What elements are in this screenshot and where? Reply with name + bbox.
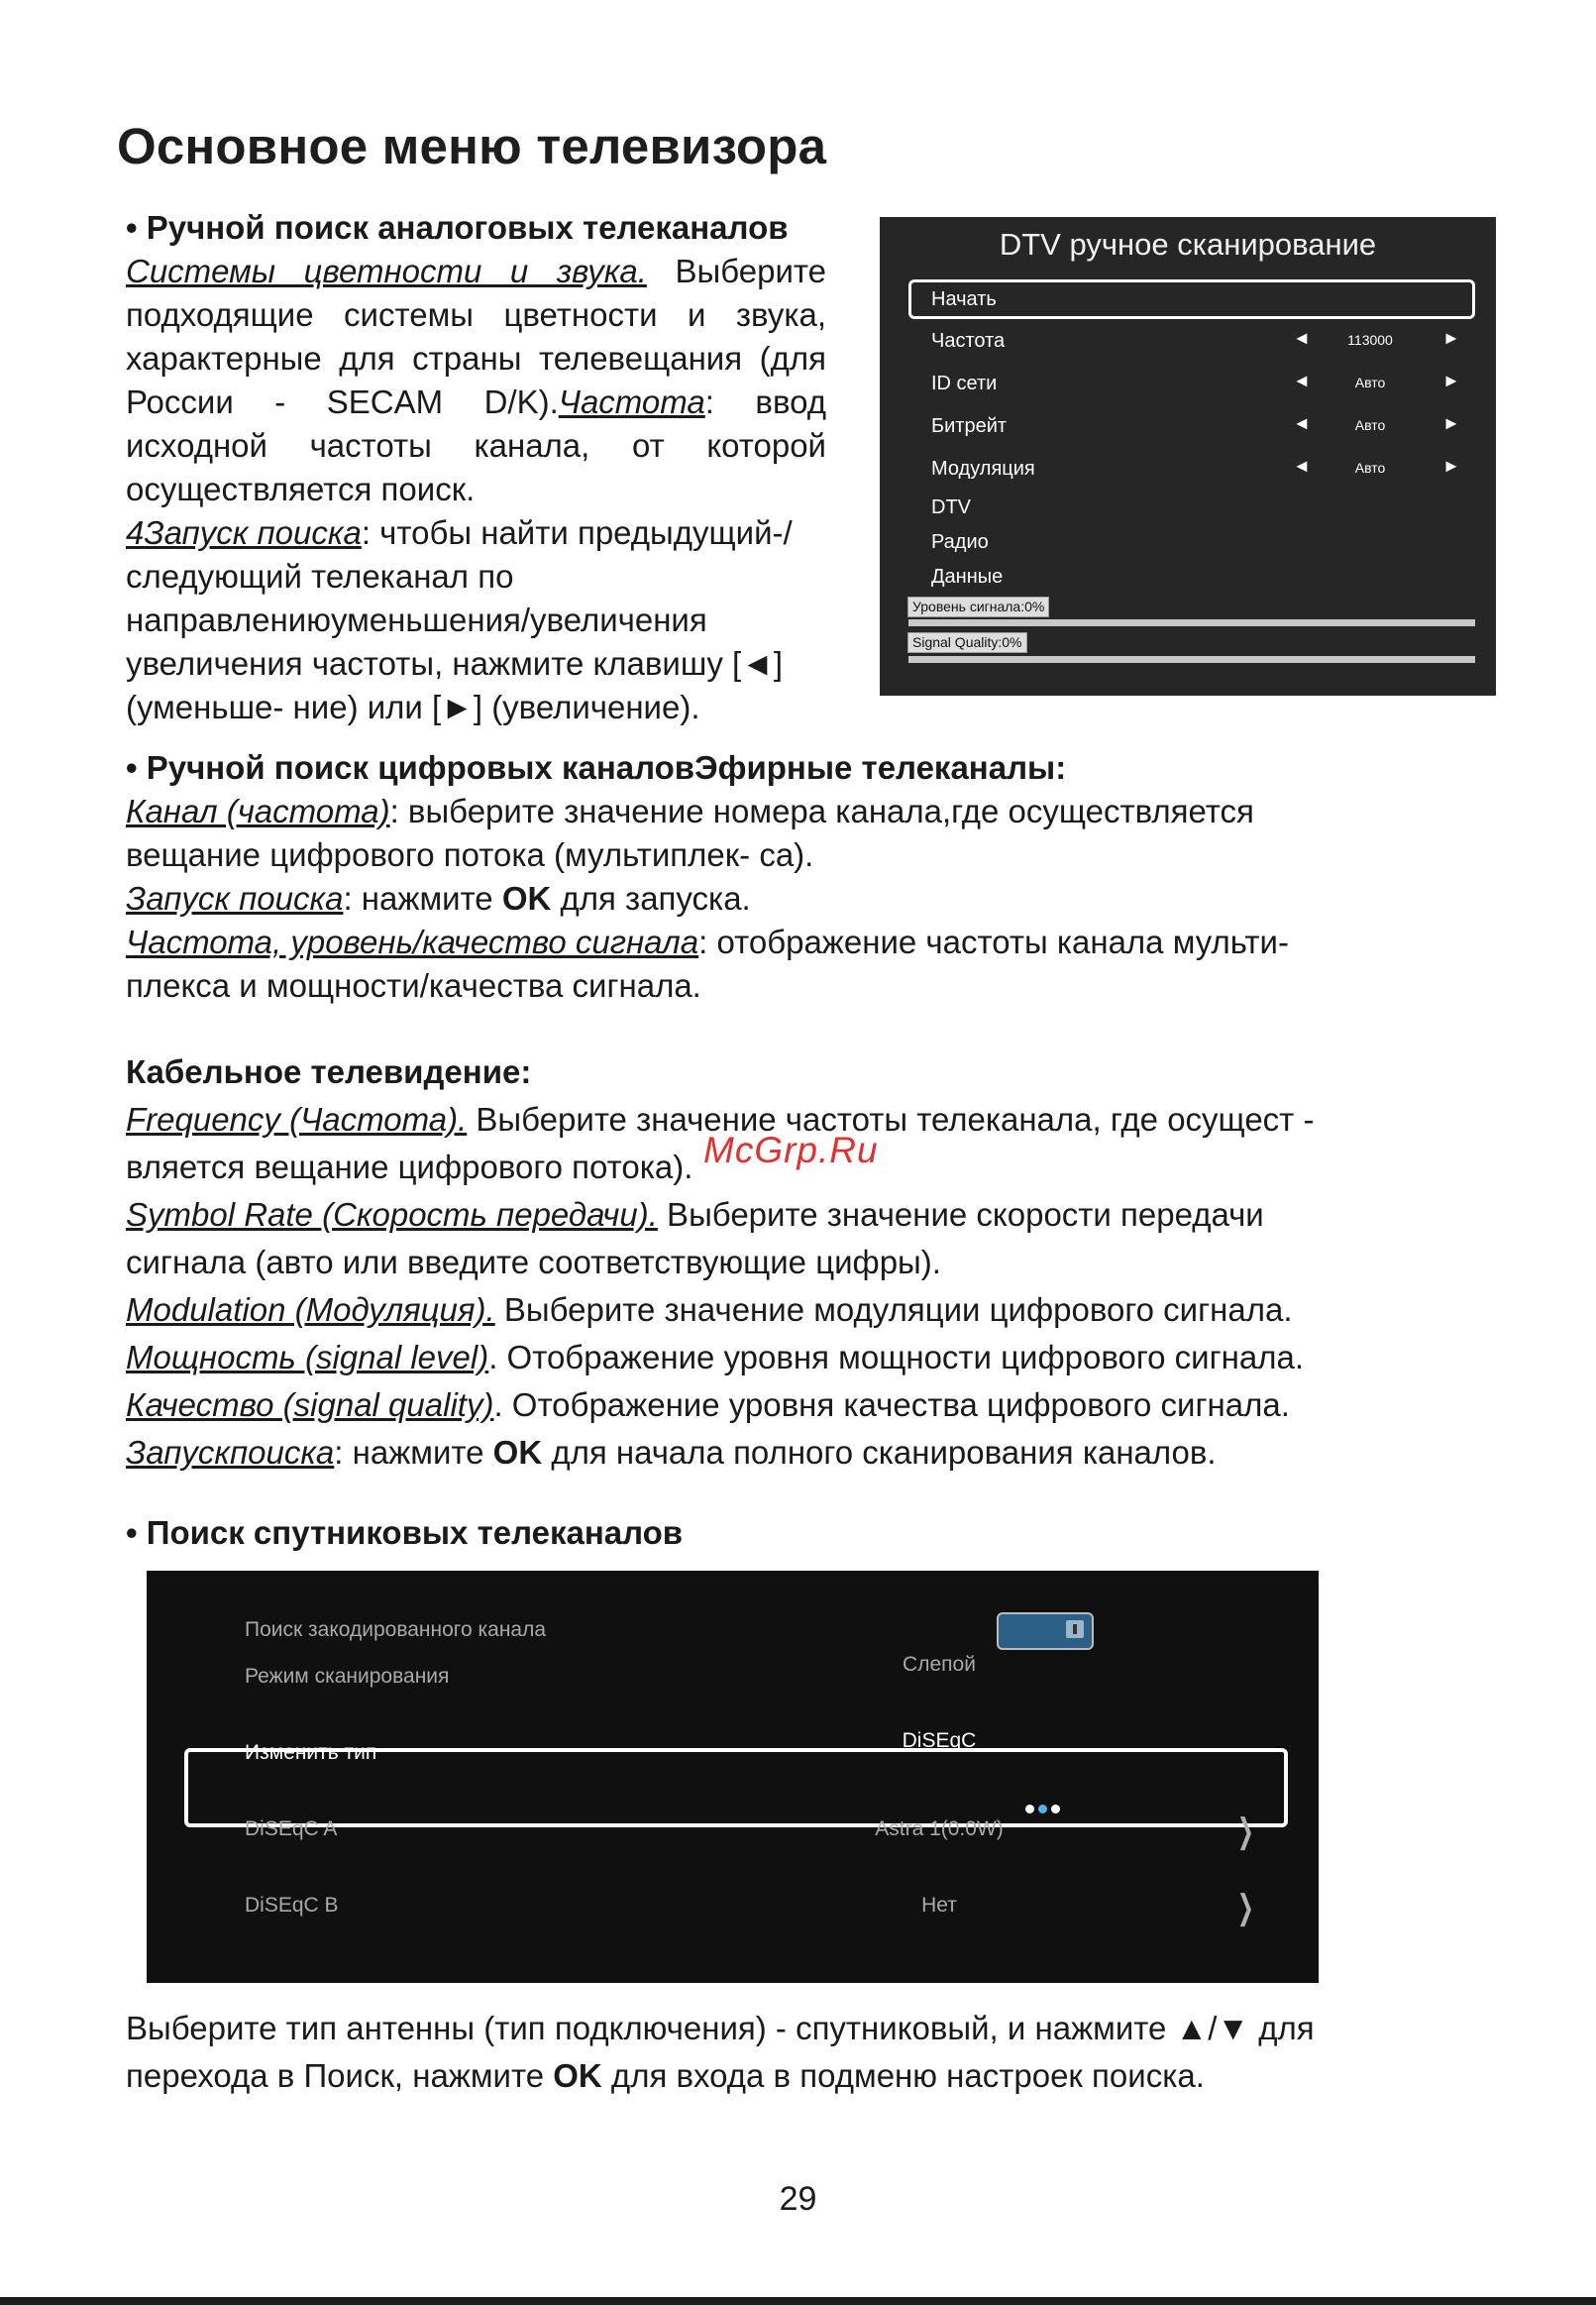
bottom-edge-bar bbox=[0, 2297, 1596, 2305]
start-search-term: Запуск поиска bbox=[126, 880, 344, 917]
network-id-row[interactable] bbox=[880, 369, 1496, 398]
analog-paragraph-1 bbox=[126, 250, 826, 511]
scan-mode-value: Слепой bbox=[903, 1653, 976, 1676]
cable-line-2: вляется вещание цифрового потока). bbox=[126, 1149, 693, 1185]
cable-start-search-text: : нажмите bbox=[334, 1434, 493, 1471]
signal-level-term: Мощность (signal level) bbox=[126, 1339, 489, 1375]
digital-heading-part2: Эфирные телеканалы: bbox=[694, 749, 1067, 786]
radio-item[interactable] bbox=[880, 527, 1496, 557]
scan-mode-row[interactable] bbox=[147, 1647, 1319, 1706]
frequency-row[interactable] bbox=[880, 326, 1496, 356]
satellite-heading: • Поиск спутниковых телеканалов bbox=[126, 1514, 684, 1551]
digital-heading bbox=[126, 749, 1066, 787]
analog-paragraph-2 bbox=[126, 511, 849, 729]
satellite-footer-line-2 bbox=[126, 2057, 1205, 2095]
chevron-right-icon[interactable]: ❯ bbox=[1236, 1812, 1254, 1850]
channel-term: Канал (частота) bbox=[126, 793, 390, 829]
cable-line-8 bbox=[126, 1434, 1217, 1472]
modulation-row[interactable] bbox=[880, 454, 1496, 484]
cable-line-6 bbox=[126, 1339, 1304, 1376]
start-scan-label: Начать bbox=[931, 288, 997, 310]
change-type-content[interactable] bbox=[147, 1723, 1319, 1783]
start-search-text-end: для запуска. bbox=[551, 880, 751, 917]
arrow-right-icon[interactable]: ► bbox=[1442, 328, 1460, 348]
scan-mode-label: Режим сканирования bbox=[245, 1665, 450, 1688]
data-item[interactable] bbox=[880, 562, 1496, 592]
arrow-left-icon[interactable]: ◄ bbox=[1293, 413, 1311, 433]
encrypted-channel-toggle[interactable] bbox=[997, 1612, 1094, 1650]
cable-frequency-text: Выберите значение частоты телеканала, где осущест - bbox=[467, 1101, 1315, 1138]
digital-line-1 bbox=[126, 793, 1254, 830]
signal-level-bar bbox=[908, 619, 1475, 626]
arrow-left-icon[interactable]: ◄ bbox=[1293, 371, 1311, 390]
digital-line-2: вещание цифрового потока (мультиплек- са). bbox=[126, 836, 814, 873]
bitrate-value: Авто bbox=[1354, 417, 1386, 433]
arrow-left-icon[interactable]: ◄ bbox=[1293, 456, 1311, 476]
channel-text: : выберите значение номера канала,где осуществляется bbox=[389, 793, 1254, 829]
signal-text: : отображение частоты канала мульти- bbox=[698, 924, 1289, 960]
cable-line-5 bbox=[126, 1291, 1293, 1329]
signal-level-label: Уровень сигнала:0% bbox=[907, 597, 1049, 617]
diseqc-a-value: Astra 1(0.0W) bbox=[875, 1817, 1004, 1840]
toggle-knob-icon bbox=[1066, 1620, 1084, 1638]
signal-quality-term: Качество (signal quality) bbox=[126, 1386, 494, 1423]
modulation-term: Modulation (Модуляция). bbox=[126, 1291, 495, 1328]
symbol-rate-term: Symbol Rate (Скорость передачи). bbox=[126, 1196, 658, 1233]
encrypted-channel-search-row[interactable] bbox=[147, 1571, 1319, 1641]
dtv-label: DTV bbox=[931, 496, 971, 518]
diseqc-b-value: Нет bbox=[921, 1894, 957, 1917]
encrypted-channel-search-label: Поиск закодированного канала bbox=[245, 1618, 547, 1641]
diseqc-a-row[interactable] bbox=[147, 1800, 1319, 1859]
cable-start-search-text-end: для начала полного сканирования каналов. bbox=[542, 1434, 1217, 1471]
cable-line-3 bbox=[126, 1196, 1264, 1234]
diseqc-b-label: DiSEqC B bbox=[245, 1894, 339, 1917]
satellite-footer-line-1: Выберите тип антенны (тип подключения) - спутниковый, и нажмите ▲/▼ для bbox=[126, 2010, 1315, 2046]
digital-line-5: плекса и мощности/качества сигнала. bbox=[126, 967, 701, 1004]
frequency-term: Частота bbox=[558, 384, 705, 420]
dtv-item[interactable] bbox=[880, 493, 1496, 522]
digital-line-3 bbox=[126, 880, 751, 918]
signal-term: Частота, уровень/качество сигнала bbox=[126, 924, 699, 960]
arrow-right-icon[interactable]: ► bbox=[1442, 413, 1460, 433]
color-systems-text: Выберите подходящие системы цветности и звука, характерные для страны телевещания (для России - SECAM D/K). bbox=[126, 253, 826, 420]
color-systems-term: Системы цветности и звука. bbox=[126, 253, 647, 289]
frequency-label: Частота bbox=[931, 330, 1006, 352]
start-search-term: 4Запуск поиска bbox=[126, 514, 362, 551]
page-number: 29 bbox=[779, 2180, 817, 2218]
start-search-text: : нажмите bbox=[343, 880, 502, 917]
network-id-value: Авто bbox=[1354, 375, 1386, 390]
frequency-value: 113000 bbox=[1347, 332, 1393, 348]
diseqc-a-label: DiSEqC A bbox=[245, 1817, 338, 1840]
footer-text-end: для входа в подменю настроек поиска. bbox=[601, 2057, 1205, 2094]
radio-label: Радио bbox=[931, 531, 989, 553]
change-type-label: Изменить тип bbox=[245, 1741, 377, 1764]
digital-line-4 bbox=[126, 924, 1289, 961]
arrow-left-icon[interactable]: ◄ bbox=[1293, 328, 1311, 348]
cable-line-7 bbox=[126, 1386, 1290, 1424]
change-type-value: DiSEqC bbox=[902, 1729, 977, 1752]
signal-quality-label: Signal Quality:0% bbox=[907, 632, 1027, 653]
digital-heading-part1: • Ручной поиск цифровых каналов bbox=[126, 749, 695, 786]
bitrate-label: Битрейт bbox=[931, 415, 1008, 437]
satellite-settings-panel bbox=[147, 1571, 1319, 1983]
cable-line-4: сигнала (авто или введите соответствующие цифры). bbox=[126, 1244, 941, 1280]
arrow-right-icon[interactable]: ► bbox=[1442, 371, 1460, 390]
watermark: McGrp.Ru bbox=[703, 1130, 879, 1170]
cable-frequency-term: Frequency (Частота). bbox=[126, 1101, 468, 1138]
bitrate-row[interactable] bbox=[880, 411, 1496, 441]
signal-quality-bar bbox=[908, 656, 1475, 663]
cable-heading: Кабельное телевидение: bbox=[126, 1053, 532, 1090]
modulation-label: Модуляция bbox=[931, 458, 1035, 480]
dtv-panel-title: DTV ручное сканирование bbox=[999, 227, 1377, 262]
ok-key: OK bbox=[553, 2057, 602, 2094]
frequency-text: : ввод исходной частоты канала, от которой осуществляется поиск. bbox=[126, 384, 826, 507]
page-title: Основное меню телевизора bbox=[117, 118, 827, 174]
diseqc-b-row[interactable] bbox=[147, 1876, 1319, 1935]
ok-key: OK bbox=[492, 1434, 543, 1471]
modulation-value: Авто bbox=[1354, 460, 1386, 476]
arrow-right-icon[interactable]: ► bbox=[1442, 456, 1460, 476]
modulation-text: Выберите значение модуляции цифрового сигнала. bbox=[494, 1291, 1293, 1328]
dtv-manual-scan-panel bbox=[880, 217, 1496, 696]
start-search-text: : чтобы найти предыдущий-/следующий телеканал по направлениюуменьшения/увеличения увеличения частоты, нажмите клавишу [◄] (уменьше- ние) или [►] (увеличение). bbox=[126, 514, 793, 725]
footer-text: перехода в Поиск, нажмите bbox=[126, 2057, 554, 2094]
signal-quality-text: . Отображение уровня качества цифрового сигнала. bbox=[493, 1386, 1290, 1423]
analog-heading: • Ручной поиск аналоговых телеканалов bbox=[126, 209, 789, 246]
network-id-label: ID сети bbox=[931, 373, 998, 394]
start-scan-button[interactable] bbox=[908, 279, 1475, 319]
symbol-rate-text: Выберите значение скорости передачи bbox=[657, 1196, 1264, 1233]
cable-start-search-term: Запускпоиска bbox=[126, 1434, 335, 1471]
chevron-right-icon[interactable]: ❯ bbox=[1236, 1889, 1254, 1926]
ok-key: OK bbox=[501, 880, 552, 917]
data-label: Данные bbox=[931, 566, 1004, 588]
signal-level-text: . Отображение уровня мощности цифрового сигнала. bbox=[488, 1339, 1304, 1375]
